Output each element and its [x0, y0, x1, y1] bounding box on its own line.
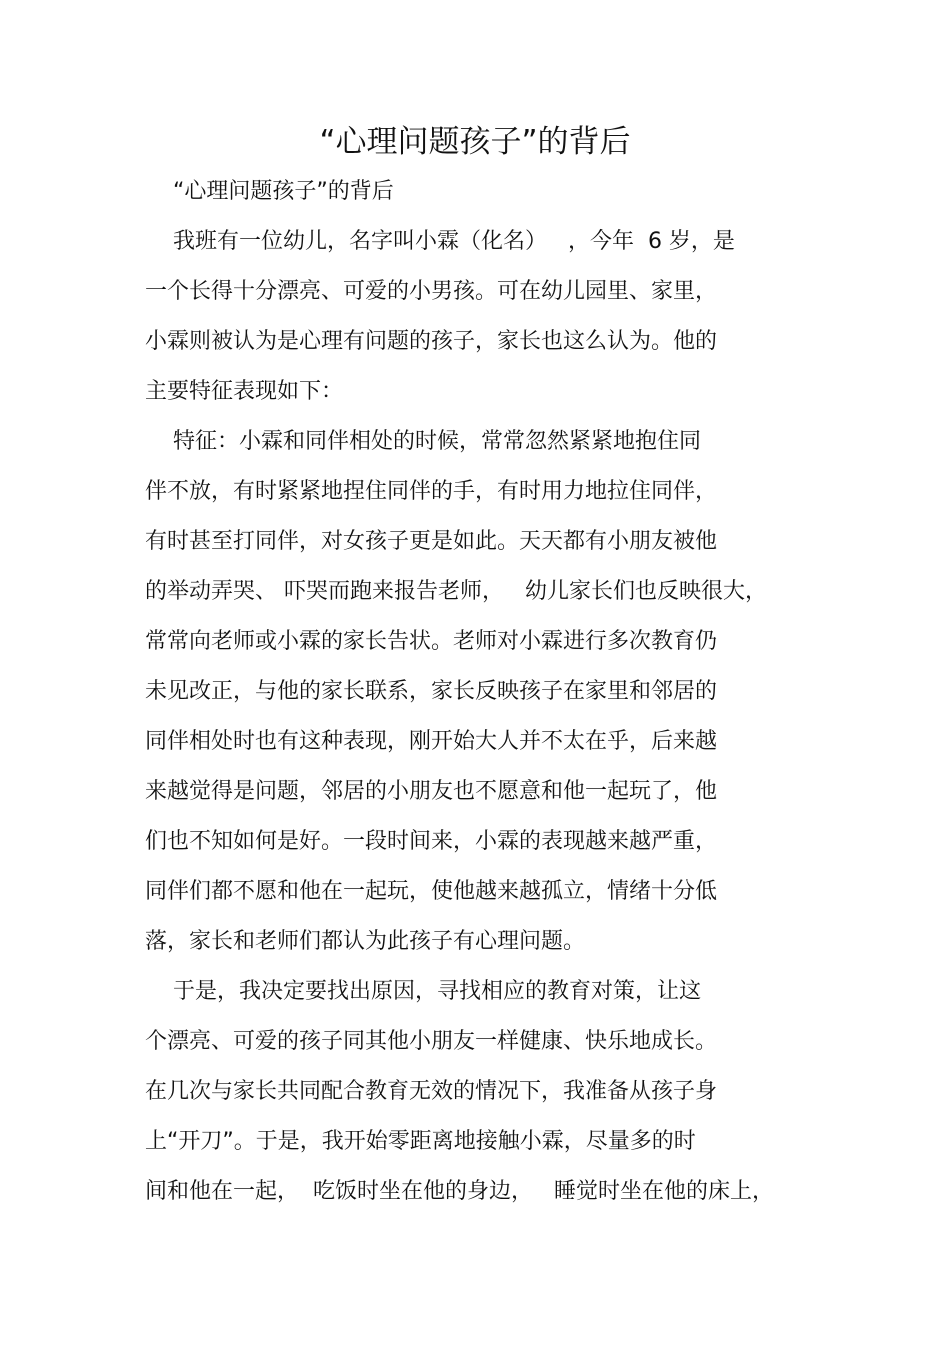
text-line: 们也不知如何是好。一段时间来，小霖的表现越来越严重， — [145, 829, 718, 854]
text-line: 伴不放，有时紧紧地捏住同伴的手，有时用力地拉住同伴， — [145, 479, 718, 504]
text-line: 间和他在一起， 吃饭时坐在他的身边， 睡觉时坐在他的床上， — [145, 1179, 774, 1204]
text-line: 上“开刀”。于是，我开始零距离地接触小霖，尽量多的时 — [145, 1129, 696, 1154]
text-line: 个漂亮、可爱的孩子同其他小朋友一样健康、快乐地成长。 — [145, 1029, 718, 1054]
text-line: 同伴们都不愿和他在一起玩，使他越来越孤立，情绪十分低 — [145, 879, 718, 904]
subtitle-line: “心理问题孩子”的背后 — [145, 179, 394, 204]
text-line: 常常向老师或小霖的家长告状。老师对小霖进行多次教育仍 — [145, 629, 718, 654]
text-line: 特征：小霖和同伴相处的时候，常常忽然紧紧地抱住同 — [145, 429, 701, 454]
text-line: 小霖则被认为是心理有问题的孩子，家长也这么认为。他的 — [145, 329, 718, 354]
text-line: 有时甚至打同伴，对女孩子更是如此。天天都有小朋友被他 — [145, 529, 718, 554]
text-line: 未见改正，与他的家长联系，家长反映孩子在家里和邻居的 — [145, 679, 718, 704]
text-line: 主要特征表现如下： — [145, 379, 344, 404]
text-line: 在几次与家长共同配合教育无效的情况下，我准备从孩子身 — [145, 1079, 718, 1104]
text-line: 落，家长和老师们都认为此孩子有心理问题。 — [145, 929, 586, 954]
text-line: 于是，我决定要找出原因，寻找相应的教育对策，让这 — [145, 979, 701, 1004]
text-line: 我班有一位幼儿，名字叫小霖（化名） ，今年 6 岁，是 — [145, 229, 735, 254]
document-title: “心理问题孩子”的背后 — [319, 124, 631, 160]
text-line: 同伴相处时也有这种表现，刚开始大人并不太在乎，后来越 — [145, 729, 718, 754]
text-line: 来越觉得是问题，邻居的小朋友也不愿意和他一起玩了，他 — [145, 779, 718, 804]
text-line: 的举动弄哭、 吓哭而跑来报告老师， 幼儿家长们也反映很大， — [145, 579, 767, 604]
text-line: 一个长得十分漂亮、可爱的小男孩。可在幼儿园里、家里， — [145, 279, 718, 304]
